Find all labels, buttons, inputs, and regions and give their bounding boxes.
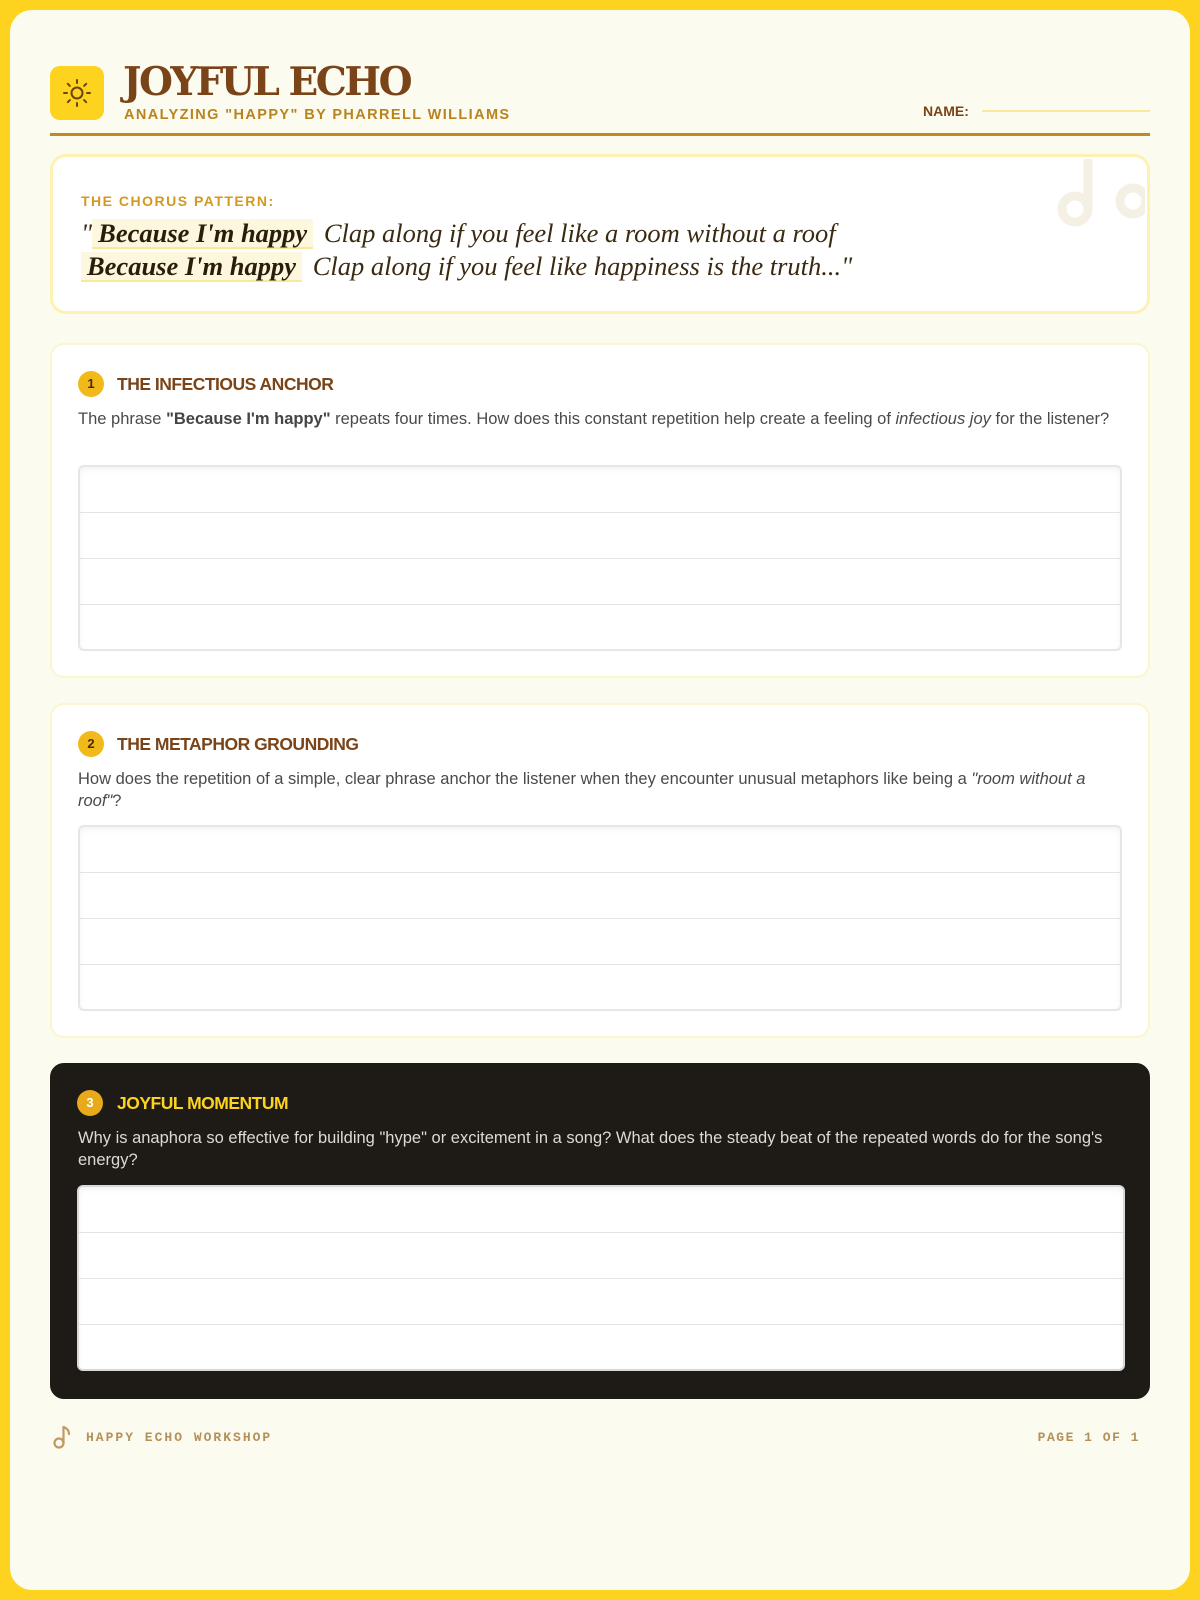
question-text: How does the repetition of a simple, clear phrase anchor the listener when they encounter unusual metaphors like being a "room without a roof"? xyxy=(78,770,1086,810)
chorus-lyrics xyxy=(81,217,1121,283)
chorus-text: Clap along if you feel like a room without a roof xyxy=(323,218,836,248)
question-number-badge: 1 xyxy=(78,371,104,397)
answer-box[interactable] xyxy=(78,825,1122,1011)
question-title: JOYFUL MOMENTUM xyxy=(117,1093,289,1113)
question-number-badge: 3 xyxy=(77,1090,103,1116)
chorus-highlight: Because I'm happy xyxy=(81,252,302,282)
question-card-3 xyxy=(50,1063,1150,1399)
chorus-label: THE CHORUS PATTERN: xyxy=(81,193,275,209)
question-card-1 xyxy=(50,343,1150,678)
chorus-line-1 xyxy=(81,217,1121,250)
question-text: The phrase "Because I'm happy" repeats four times. How does this constant repetition help create a feeling of infectious joy for the listener? xyxy=(78,410,1110,428)
header xyxy=(50,54,1150,136)
page-title: JOYFUL ECHO xyxy=(123,59,411,105)
answer-box[interactable] xyxy=(77,1185,1125,1371)
answer-box[interactable] xyxy=(78,465,1122,651)
question-title: THE METAPHOR GROUNDING xyxy=(117,734,359,754)
chorus-box xyxy=(50,154,1150,314)
chorus-line-2 xyxy=(81,250,1121,283)
worksheet-page xyxy=(10,10,1190,1590)
sun-icon xyxy=(62,78,92,108)
logo xyxy=(50,66,104,120)
question-text: Why is anaphora so effective for building "hype" or excitement in a song? What does the steady beat of the repeated words do for the song's energy? xyxy=(78,1129,1103,1169)
open-quote: " xyxy=(81,218,93,248)
chorus-highlight: Because I'm happy xyxy=(92,219,313,249)
name-field[interactable] xyxy=(982,110,1150,112)
chorus-text: Clap along if you feel like happiness is the truth..." xyxy=(312,251,853,281)
music-note-icon xyxy=(52,1424,74,1450)
name-label: NAME: xyxy=(923,103,969,119)
footer-workshop-label: HAPPY ECHO WORKSHOP xyxy=(86,1430,273,1445)
question-title: THE INFECTIOUS ANCHOR xyxy=(117,374,334,394)
page-subtitle: ANALYZING "HAPPY" BY PHARRELL WILLIAMS xyxy=(124,107,511,123)
question-number-badge: 2 xyxy=(78,731,104,757)
page-number: PAGE 1 OF 1 xyxy=(1037,1430,1140,1445)
question-card-2 xyxy=(50,703,1150,1038)
